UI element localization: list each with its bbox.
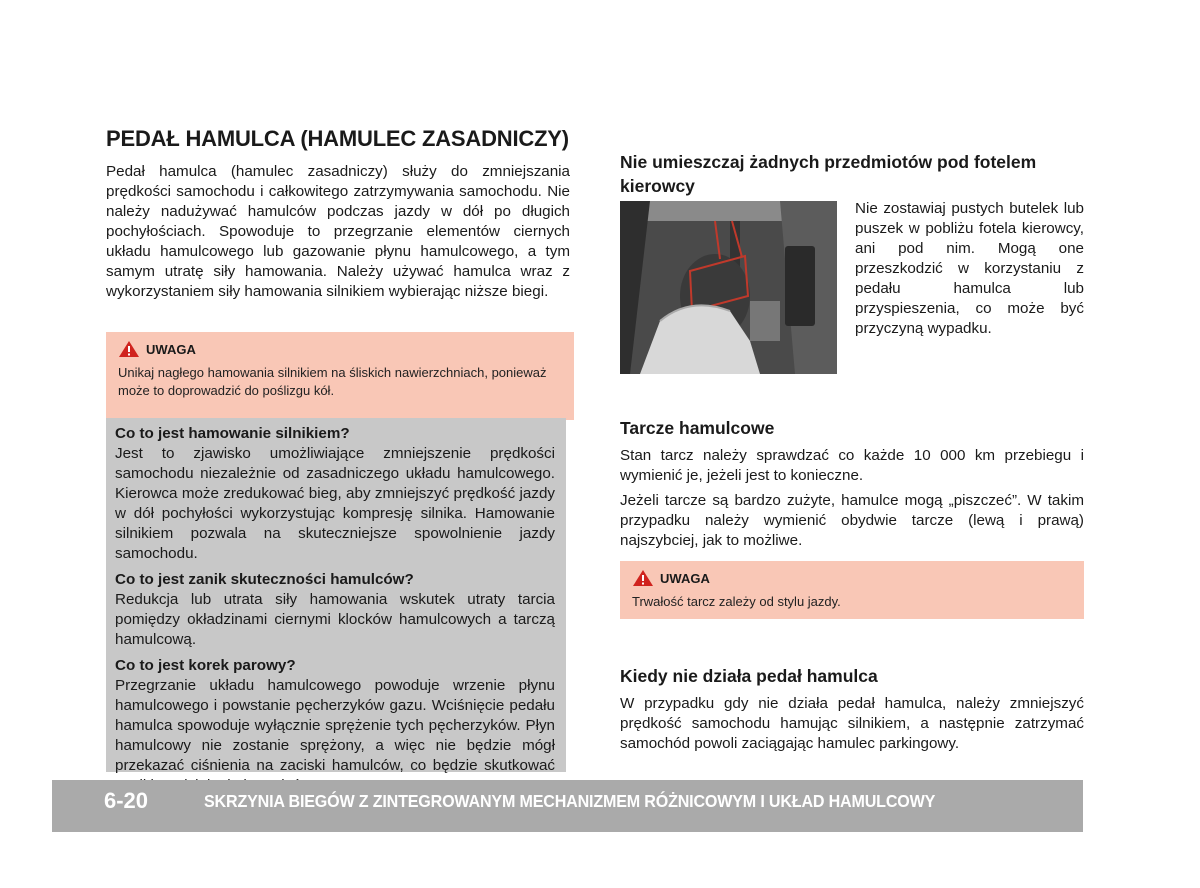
faq-question: Co to jest hamowanie silnikiem? (115, 425, 350, 442)
warning-label: UWAGA (660, 570, 710, 586)
warning-triangle-icon (118, 340, 140, 358)
pedal-fails-text: W przypadku gdy nie działa pedał hamulca, należy zmniejszyć prędkość samochodu hamując silnikiem, a następnie zatrzymać samochód powoli zaciągając hamulec parkingowy. (620, 695, 1084, 752)
page-number: 6-20 (104, 788, 149, 813)
faq-answer: Przegrzanie układu hamulcowego powoduje wrzenie płynu hamulcowego i powstanie pęcherzyków gazu. Wciśnięcie pedału hamulca spowoduje wyłącznie sprężenie tych pęcherzyków. Płyn hamulcowy nie zostanie sprężony, a więc nie będzie mógł przekazać ciśnienia na zaciski hamulców, co będzie skutkować (115, 677, 555, 774)
faq-answer: Redukcja lub utrata siły hamowania wskutek utraty tarcia pomiędzy okładzinami ciernymi klocków hamulcowych a tarczą hamulcową. (115, 591, 555, 648)
section-title: PEDAŁ HAMULCA (HAMULEC ZASADNICZY) (106, 126, 569, 151)
warning-box-engine-braking (106, 332, 574, 420)
warning-text: Unikaj nagłego hamowania silnikiem na śliskich nawierzchniach, ponieważ może to doprowadzić do poślizgu kół. (118, 365, 547, 398)
chapter-title: SKRZYNIA BIEGÓW Z ZINTEGROWANYM MECHANIZMEM RÓŻNICOWYM I UKŁAD HAMULCOWY (204, 791, 936, 811)
heading-no-objects-under-seat: Nie umieszczaj żadnych przedmiotów pod fotelem kierowcy (620, 152, 1037, 196)
intro-paragraph: Pedał hamulca (hamulec zasadniczy) służy do zmniejszania prędkości samochodu i całkowitego zatrzymywania samochodu. Nie należy nadużywać hamulców podczas jazdy w dół po długich pochyłościach. Spowoduje to przegrzanie elementów ciernych układu hamulcowego lub gazowanie płynu hamulcowego, a tym samym utratę siły hamowania. Należy używać hamulca wraz z wykorzystaniem siły hamowania silnikiem wybierając niższe biegi. (106, 163, 570, 300)
heading-brake-discs: Tarcze hamulcowe (620, 418, 775, 438)
warning-box-discs (620, 561, 1084, 619)
pedal-photo (620, 201, 837, 374)
faq-box (106, 418, 566, 772)
warning-triangle-icon (632, 569, 654, 587)
heading-pedal-fails: Kiedy nie działa pedał hamulca (620, 666, 878, 686)
warning-header (632, 569, 1072, 587)
brake-discs-text-1: Stan tarcz należy sprawdzać co każde 10 000 km przebiegu i wymienić je, jeżeli jest to konieczne. (620, 447, 1084, 484)
faq-question: Co to jest zanik skuteczności hamulców? (115, 571, 414, 588)
warning-header (118, 340, 562, 358)
brake-discs-text-2: Jeżeli tarcze są bardzo zużyte, hamulce mogą „piszczeć”. W takim przypadku należy wymienić obydwie tarcze (lewą i prawą) najszybciej, jak to możliwe. (620, 492, 1084, 549)
faq-question: Co to jest korek parowy? (115, 657, 296, 674)
warning-label: UWAGA (146, 341, 196, 357)
warning-text: Trwałość tarcz zależy od stylu jazdy. (632, 594, 841, 609)
faq-answer: Jest to zjawisko umożliwiające zmniejszenie prędkości samochodu niezależnie od zasadniczego układu hamulcowego. Kierowca może zredukować bieg, aby zmniejszyć prędkość jazdy w dół pochyłości wykorzystując kompresję silnika. Hamowanie silnikiem pozwala na skuteczniejsze spowolnienie jazdy samochodu. (115, 445, 555, 562)
no-objects-text: Nie zostawiaj pustych butelek lub puszek w pobliżu fotela kierowcy, ani pod nim. Mogą one przeszkodzić w korzystaniu z pedału hamulca lub przyspieszenia, co może być przyczyną wypadku. (855, 200, 1084, 337)
